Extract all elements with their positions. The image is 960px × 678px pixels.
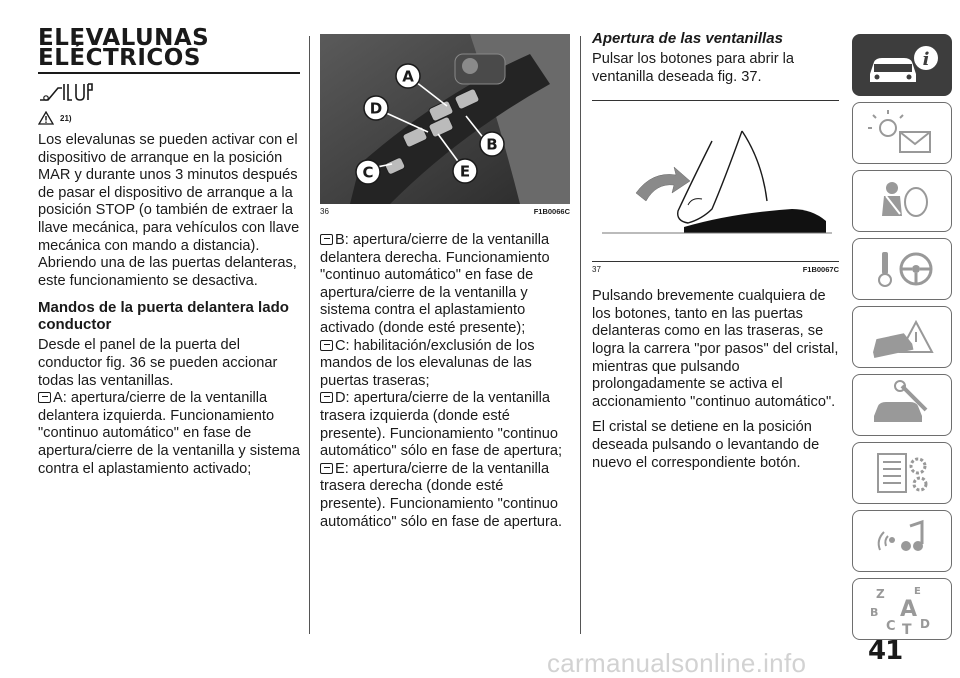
figure-code: F1B0066C	[533, 207, 570, 216]
open-windows-paragraph: Pulsar los botones para abrir la ventanilla deseada fig. 37.	[592, 51, 794, 85]
list-bullet-icon	[38, 392, 51, 403]
tab-emergency[interactable]	[852, 306, 952, 368]
tab-maintenance[interactable]	[852, 374, 952, 436]
title-line-1: ELEVALUNAS	[38, 25, 210, 51]
svg-text:T: T	[902, 622, 912, 636]
callout-label-b: B	[486, 135, 498, 154]
title-underline	[38, 72, 300, 74]
driver-panel-paragraph: Desde el panel de la puerta del conductor fig. 36 se pueden accionar todas las ventanillas.	[38, 337, 278, 389]
tab-starting-driving[interactable]	[852, 238, 952, 300]
key-steering-wheel-icon	[862, 244, 942, 294]
column-divider-left	[309, 36, 310, 634]
figure-code: F1B0067C	[802, 265, 839, 275]
svg-text:i: i	[922, 49, 930, 70]
warning-lights-envelope-icon	[862, 108, 942, 158]
column-2	[320, 34, 570, 531]
figure-37	[592, 100, 839, 274]
figure-bottom-rule	[592, 261, 839, 262]
list-bullet-icon	[320, 234, 333, 245]
tools-car-icon	[862, 380, 942, 430]
svg-text:D: D	[920, 617, 930, 631]
svg-text:Z: Z	[876, 587, 885, 601]
warning-reference	[38, 110, 300, 126]
power-window-icon	[38, 78, 300, 104]
svg-text:A: A	[900, 597, 918, 622]
column-divider-right	[580, 36, 581, 634]
finger-press-illustration	[592, 101, 839, 261]
tab-technical-data[interactable]	[852, 442, 952, 504]
short-press-paragraph: Pulsando brevemente cualquiera de los botones, tanto en las puertas delanteras como en las traseras, se logra la carrera "por pasos" del cristal, mientras que pulsando prolongadamente se activa el accionamiento "continuo automático".	[592, 288, 839, 410]
list-item-a: A: apertura/cierre de la ventanilla delantera izquierda. Funcionamiento "continuo automático" en fase de apertura/cierre de la ventanilla y sistema contra el aplastamiento activado;	[38, 390, 301, 477]
callout-label-d: D	[369, 99, 383, 118]
audio-nav-icon	[862, 516, 942, 566]
column-1	[38, 25, 301, 478]
warning-ref-number: 21)	[60, 113, 72, 123]
alphabetical-index-icon	[862, 582, 942, 636]
watermark: carmanualsonline.info	[547, 648, 807, 678]
column-3	[592, 30, 839, 472]
tab-index[interactable]	[852, 578, 952, 640]
figure-37-caption	[592, 265, 839, 274]
list-item-e: E: apertura/cierre de la ventanilla trasera derecha (donde esté presente). Funcionamiento "continuo automático" sólo en fase de apertura.	[320, 460, 563, 530]
callout-label-e: E	[459, 162, 471, 181]
list-item-b: B: apertura/cierre de la ventanilla delantera derecha. Funcionamiento "continuo automático" en fase de apertura/cierre de la ventanilla y sistema contra el aplastamiento activado (donde esté presente);	[320, 232, 550, 336]
tab-car-info[interactable]	[852, 34, 952, 96]
road-warning-icon	[862, 312, 942, 362]
maintenance-list-gears-icon	[862, 448, 942, 498]
section-title	[38, 25, 300, 71]
callout-label-a: A	[402, 67, 414, 86]
car-info-icon	[862, 40, 942, 90]
list-item-d: D: apertura/cierre de la ventanilla trasera izquierda (donde esté presente). Funcionamiento "continuo automático" sólo en fase de apertura;	[320, 390, 563, 460]
list-bullet-icon	[320, 463, 333, 474]
figure-number: 36	[320, 207, 329, 216]
svg-text:E: E	[914, 586, 921, 597]
door-switch-photo	[320, 34, 570, 204]
subsection-heading: Apertura de las ventanillas	[592, 30, 783, 47]
svg-text:C: C	[886, 619, 896, 634]
title-line-2: ELÉCTRICOS	[38, 45, 201, 71]
list-bullet-icon	[320, 340, 333, 351]
figure-36	[320, 34, 570, 216]
tab-warning-lights[interactable]	[852, 102, 952, 164]
list-bullet-icon	[320, 392, 333, 403]
chapter-tabs	[852, 34, 952, 646]
intro-paragraph: Los elevalunas se pueden activar con el dispositivo de arranque en la posición MAR y durante unos 3 minutos después de pasar el dispositivo de arranque a la posición STOP (o también de extraer la llave mecánica, para vehículos con llave mecánica con mando a distancia). Abriendo una de las puertas delanteras, este funcionamiento se desactiva.	[38, 132, 300, 289]
figure-number: 37	[592, 265, 601, 275]
glass-stop-paragraph: El cristal se detiene en la posición deseada pulsando o levantando de nuevo el correspondiente botón.	[592, 419, 820, 471]
svg-text:B: B	[870, 606, 879, 619]
warning-triangle-icon	[38, 111, 54, 125]
airbag-seatbelt-icon	[862, 176, 942, 226]
figure-36-caption	[320, 207, 570, 216]
subsection-heading: Mandos de la puerta delantera lado conductor	[38, 299, 289, 334]
list-item-c: C: habilitación/exclusión de los mandos de los elevalunas de las puertas traseras;	[320, 337, 535, 389]
page-number: 41	[868, 636, 903, 666]
tab-multimedia[interactable]	[852, 510, 952, 572]
tab-safety[interactable]	[852, 170, 952, 232]
callout-label-c: C	[362, 163, 374, 182]
